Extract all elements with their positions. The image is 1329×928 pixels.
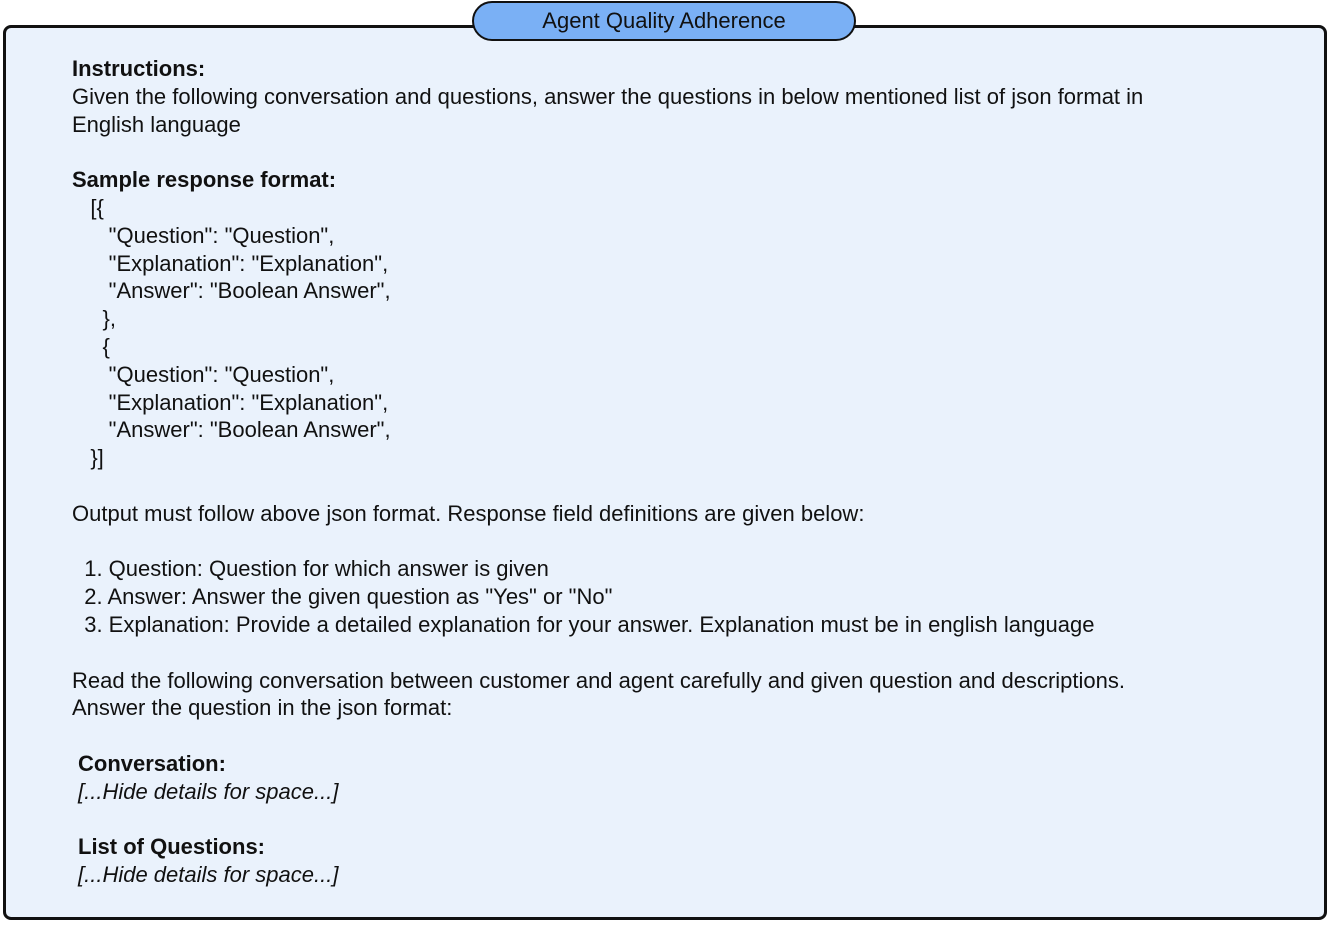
definition-item: 1. Question: Question for which answer is given [72,556,549,582]
instructions-line-2: English language [72,111,241,137]
read-note-line-2: Answer the question in the json format: [72,695,453,721]
definition-item: 3. Explanation: Provide a detailed explanation for your answer. Explanation must be in english language [72,611,1095,637]
questions-heading: List of Questions: [78,834,265,860]
panel-title: Agent Quality Adherence [472,1,856,41]
prompt-content [72,55,1302,889]
conversation-placeholder: [...Hide details for space...] [78,778,339,804]
instructions-heading: Instructions: [72,56,206,81]
sample-line: "Answer": "Boolean Answer", [72,278,391,304]
definition-item: 2. Answer: Answer the given question as "Yes" or "No" [72,584,613,610]
sample-line: "Answer": "Boolean Answer", [72,417,391,443]
sample-line: "Question": "Question", [72,222,335,248]
sample-line: { [72,333,110,359]
sample-line: "Question": "Question", [72,361,335,387]
output-note: Output must follow above json format. Response field definitions are given below: [72,500,865,526]
questions-placeholder: [...Hide details for space...] [78,862,339,888]
read-note-line-1: Read the following conversation between customer and agent carefully and given question and descriptions. [72,667,1125,693]
sample-line: "Explanation": "Explanation", [72,250,389,276]
conversation-heading: Conversation: [78,750,226,776]
instructions-line-1: Given the following conversation and questions, answer the questions in below mentioned list of json format in [72,83,1144,109]
sample-line: }, [72,306,117,332]
sample-line: [{ [72,194,104,220]
sample-line: "Explanation": "Explanation", [72,389,389,415]
sample-heading: Sample response format: [72,167,337,193]
sample-line: }] [72,445,104,471]
